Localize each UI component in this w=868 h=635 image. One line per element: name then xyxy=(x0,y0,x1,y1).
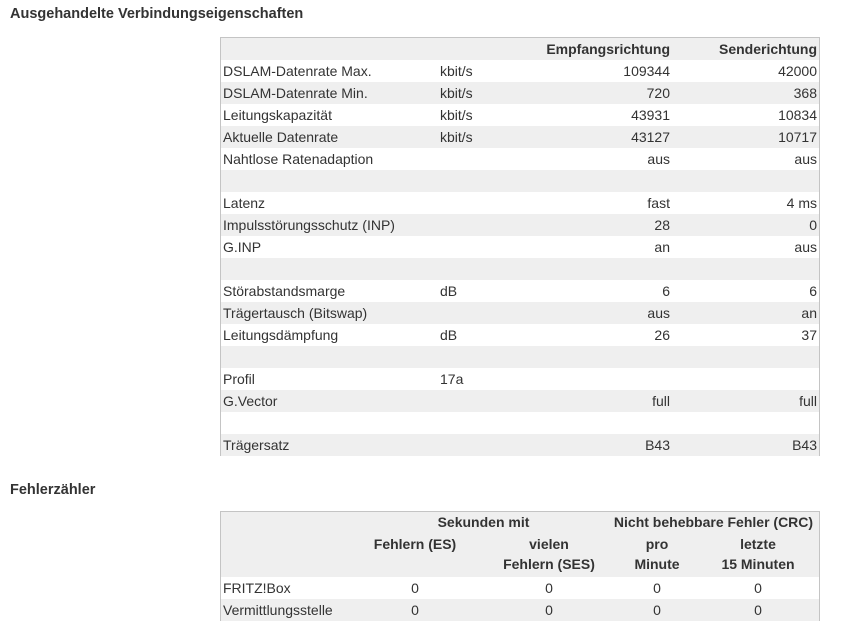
table-row xyxy=(221,126,819,148)
column-header-last15-line2: 15 Minuten xyxy=(721,556,795,572)
row-label: Störabstandsmarge xyxy=(223,283,346,299)
row-upstream-value: aus xyxy=(794,151,817,167)
row-label: G.INP xyxy=(223,239,262,255)
row-es-value: 0 xyxy=(411,602,419,618)
column-header-ses-line1: vielen xyxy=(529,536,569,552)
column-header-upstream: Senderichtung xyxy=(718,41,817,57)
row-downstream-value: an xyxy=(654,239,670,255)
row-crc-per-minute-value: 0 xyxy=(653,602,661,618)
row-ses-value: 0 xyxy=(545,580,553,596)
row-label: Nahtlose Ratenadaption xyxy=(223,151,374,167)
table-row xyxy=(221,214,819,236)
table-row xyxy=(221,368,819,390)
table-row xyxy=(221,170,819,192)
row-unit: kbit/s xyxy=(440,63,473,79)
row-upstream-value: 6 xyxy=(809,283,817,299)
row-upstream-value: 42000 xyxy=(778,63,817,79)
row-label: Leitungsdämpfung xyxy=(223,327,339,343)
row-ses-value: 0 xyxy=(545,602,553,618)
row-downstream-value: 6 xyxy=(662,283,670,299)
table-row xyxy=(221,346,819,368)
table-row xyxy=(221,60,819,82)
group-header-seconds: Sekunden mit xyxy=(437,514,530,530)
row-upstream-value: 368 xyxy=(793,85,817,101)
row-upstream-value: an xyxy=(801,305,817,321)
row-upstream-value: 0 xyxy=(809,217,817,233)
column-header-downstream: Empfangsrichtung xyxy=(546,41,670,57)
connection-properties-table xyxy=(220,37,820,456)
row-label: Trägersatz xyxy=(223,437,290,453)
column-header-per-minute-line2: Minute xyxy=(634,556,680,572)
row-downstream-value: 109344 xyxy=(623,63,670,79)
column-header-es: Fehlern (ES) xyxy=(373,536,457,552)
row-upstream-value: 4 ms xyxy=(786,195,817,211)
table-header-row xyxy=(221,38,819,60)
row-label: Aktuelle Datenrate xyxy=(223,129,339,145)
row-upstream-value: aus xyxy=(794,239,817,255)
row-downstream-value: aus xyxy=(647,151,670,167)
row-label: Impulsstörungsschutz (INP) xyxy=(223,217,395,233)
table-row xyxy=(221,302,819,324)
table-row xyxy=(221,258,819,280)
table-row xyxy=(221,192,819,214)
table-row xyxy=(221,599,819,621)
row-upstream-value: 37 xyxy=(801,327,817,343)
table-row xyxy=(221,324,819,346)
row-es-value: 0 xyxy=(411,580,419,596)
row-crc-last15-value: 0 xyxy=(754,580,762,596)
section-title-connection-properties: Ausgehandelte Verbindungseigenschaften xyxy=(10,6,304,22)
error-counters-table xyxy=(220,511,820,621)
row-downstream-value: aus xyxy=(647,305,670,321)
row-unit: dB xyxy=(440,327,458,343)
row-downstream-value: B43 xyxy=(645,437,670,453)
table-row xyxy=(221,236,819,258)
group-header-crc: Nicht behebbare Fehler (CRC) xyxy=(613,514,814,530)
row-crc-per-minute-value: 0 xyxy=(653,580,661,596)
row-downstream-value: 43931 xyxy=(631,107,670,123)
row-crc-last15-value: 0 xyxy=(754,602,762,618)
row-label: Leitungskapazität xyxy=(223,107,332,123)
table-row xyxy=(221,390,819,412)
row-label: Profil xyxy=(223,371,255,387)
row-downstream-value: full xyxy=(652,393,670,409)
row-unit: kbit/s xyxy=(440,107,473,123)
row-label: DSLAM-Datenrate Min. xyxy=(223,85,368,101)
table-row xyxy=(221,577,819,599)
row-upstream-value: 10717 xyxy=(778,129,817,145)
row-unit: dB xyxy=(440,283,458,299)
table-row xyxy=(221,104,819,126)
row-label: G.Vector xyxy=(223,393,278,409)
table-row xyxy=(221,82,819,104)
table-row xyxy=(221,148,819,170)
row-downstream-value: 43127 xyxy=(631,129,670,145)
row-unit: kbit/s xyxy=(440,129,473,145)
row-downstream-value: 26 xyxy=(654,327,670,343)
row-unit: 17a xyxy=(440,371,464,387)
row-label: FRITZ!Box xyxy=(223,580,291,596)
row-downstream-value: 720 xyxy=(646,85,670,101)
row-downstream-value: 28 xyxy=(654,217,670,233)
row-upstream-value: B43 xyxy=(792,437,817,453)
row-unit: kbit/s xyxy=(440,85,473,101)
row-label: Latenz xyxy=(223,195,266,211)
column-header-last15-line1: letzte xyxy=(740,536,776,552)
row-label: Vermittlungsstelle xyxy=(223,602,333,618)
row-label: Trägertausch (Bitswap) xyxy=(223,305,368,321)
row-downstream-value: fast xyxy=(647,195,670,211)
column-header-per-minute-line1: pro xyxy=(645,536,669,552)
row-label: DSLAM-Datenrate Max. xyxy=(223,63,372,79)
table-row xyxy=(221,434,819,456)
row-upstream-value: full xyxy=(799,393,817,409)
table-row xyxy=(221,412,819,434)
table-row xyxy=(221,280,819,302)
row-upstream-value: 10834 xyxy=(778,107,817,123)
column-header-ses-line2: Fehlern (SES) xyxy=(503,556,595,572)
table-header xyxy=(221,512,819,577)
section-title-error-counters: Fehlerzähler xyxy=(10,482,96,498)
